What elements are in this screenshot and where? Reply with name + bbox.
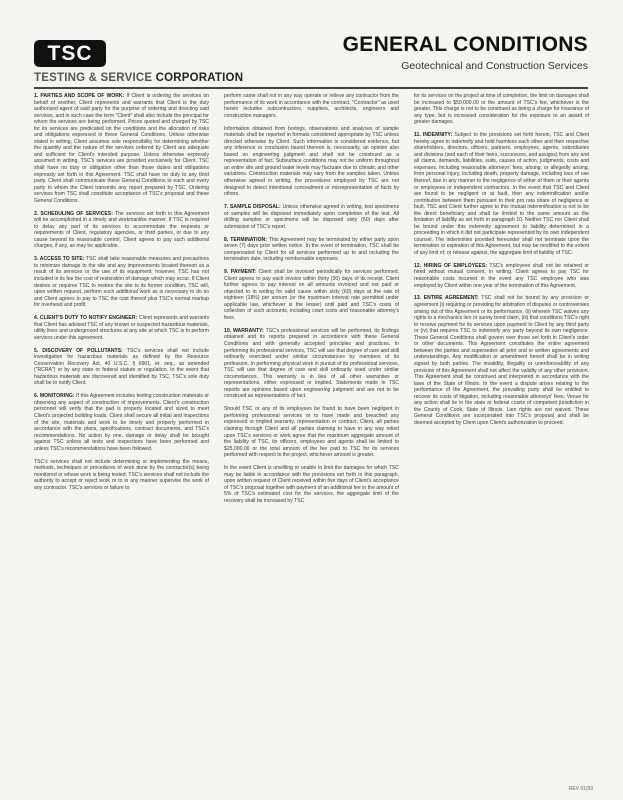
clause-paragraph: [414, 263, 589, 289]
clause-paragraph: [224, 465, 399, 504]
clause-heading: 7. SAMPLE DISPOSAL:: [224, 203, 281, 210]
company-suffix: CORPORATION: [155, 72, 244, 84]
clause-heading: 8. TERMINATION:: [224, 236, 267, 243]
clause-paragraph: [34, 459, 209, 492]
clause-heading: 9. PAYMENT:: [224, 269, 256, 276]
clause-text: TSC's professional services will be performed, its findings obtained and its reports prepared in accordance with these General Conditions and with generally accepted principles and practices. In performing its professional services, TSC will use that degree of care and skill ordinarily exercised under similar circumstances by members of its profession. In performing physical work in pursuit of its professional services, TSC will use that degree of care and skill ordinarily used under similar circumstances. This warranty is in lieu of all other warranties or representations, either expressed or implied. Statements made in TSC reports are opinions based upon engineering judgment and are not to be construed as representations of fact.: [224, 327, 399, 400]
clause-text: Information obtained from borings, observations and analyses of sample materials shall be reported in formats considered appropriate by TSC unless directed otherwise by Client. Such information is considered evidence, but any inference or conclusion based thereon is, necessarily, an opinion also based on engineering judgment and shall not be construed as a representation of fact. Subsurface conditions may not be uniform throughout an entire site and ground water levels may fluctuate due to climatic and other variations. Construction materials may vary from the samples taken. Unless otherwise agreed in writing, the procedures employed by TSC are not designed to detect intentional concealment or misrepresentation of facts by others.: [224, 125, 399, 198]
clause-paragraph: [224, 93, 399, 119]
clause-paragraph: [224, 328, 399, 400]
clause-text: for its services on the project at time of completion, the limit on damages shall be increased to $50,000.00 or the amount of TSC's fee, whichever is the greater. This charge is not to be construed as being a charge for insurance of any type, but is increased consideration for the exposure to an award of greater damages.: [414, 93, 589, 126]
column-3: [414, 93, 589, 781]
company-prefix: TESTING & SERVICE: [34, 72, 156, 84]
clause-paragraph: [224, 237, 399, 263]
clause-text: TSC's employees shall not be retained or hired without mutual consent, in writing. Client agrees to pay TSC for reasonable costs incurred in the event any TSC employee who was employed by Client within one year of the termination of this Agreement.: [414, 262, 589, 289]
clause-text: perform same shall not in any way operate or relieve any contractor from the performance of its work in accordance with the contract. "Contractor" as used herein includes subcontractors, suppliers, architects, engineers and construction managers.: [224, 93, 399, 119]
clause-text: TSC's services shall not include determining or implementing the means, methods, techniques or procedures of work done by the contractor(s) being monitored or whose work is being tested. TSC's services shall not include the authority to accept or reject work or to in any manner supervise the work of any contractor. TSC's services or failure to: [34, 458, 209, 491]
clause-heading: 11. INDEMNITY:: [414, 132, 453, 139]
clause-text: Client shall be invoiced periodically for services performed. Client agrees to pay each invoice within thirty (30) days of its receipt. Client further agrees to pay interest on all amounts invoiced and not paid or objected to in writing for valid cause within sixty (60) days at the rate of eighteen (18%) per annum (or the maximum interest rate permitted under applicable law, whichever is the lesser) until paid and TSC's costs of collection of such accounts, including court costs and reasonable attorney's fees.: [224, 269, 399, 321]
clause-heading: 1. PARTIES AND SCOPE OF WORK:: [34, 93, 125, 99]
logo-text: TSC: [47, 41, 93, 65]
clause-paragraph: [414, 93, 589, 126]
clause-text: Subject to the provisions set forth herein, TSC and Client hereby agree to indemnify and hold harmless each other and their respective shareholders, directors, officers, partners, employees, agents, subsidiaries and divisions (and each of their heirs, successors, and assigns) from any and all claims, demands, liabilities, suits, causes of action, judgments, costs and expenses, including reasonable attorneys' fees, arising, or allegedly arising, from personal injury, including death, property damage, including loss of use thereof, due in any manner to the negligence of either of them or their agents or employees or independent contractors. In the event that TSC and Client are found to be negligent or at fault, then any indemnification and/or contribution between them pursuant to their pro rata share of negligence or fault. TSC and Client further agree to this mutual indemnification is not to be the direct beneficiary and shall be limited to the same amount as the limitation of liability as set forth in paragraph 10. Neither TSC nor Client shall be bound under this indemnity agreement to liability determined in a proceeding in which it did not participate represented by its own independent counsel. The indemnities provided hereunder shall not terminate upon the termination or expiration of this Agreement, but may be modified to the extent of any limit of, or release against, the aggregate limit of liability of TSC.: [414, 132, 589, 256]
clause-text: TSC's services shall not include investigation for hazardous materials as defined by the Resource Conservation Recovery Act, 40 U.S.C. § 6901, et. seq., as amended ("RCRA") or by any state or federal statute or regulation. In the event that hazardous materials are discovered and identified by TSC, TSC's sole duty shall be to notify Client.: [34, 347, 209, 387]
clause-paragraph: [224, 269, 399, 321]
clause-paragraph: [34, 348, 209, 387]
clause-paragraph: [414, 132, 589, 256]
clause-text: In the event Client is unwilling or unable to limit the damages for which TSC may be liable in accordance with the provisions set forth in this paragraph, upon written request of Client received within five days of Client's acceptance of TSC's proposal together with payment of an additional fee in the amount of 5% of TSC's estimated cost for the services, the aggregate limit of the recovery shall be increased by TSC: [224, 465, 399, 504]
header-divider: [34, 87, 588, 89]
clause-text: If this Agreement includes testing construction materials or observing any aspect of construction of improvements, Client's construction personnel will verify that the pad is properly located and sized to meet Client's projected building loads. Client shall secure all initial and inspections of the site, materials and work to be timely and properly performed in accordance with the plans, specifications, contract documents, and TSC's recommendations. No action by one, damage or delay shall be brought against TSC unless all tests and inspections have been performed and unless TSC's recommendations have been followed.: [34, 393, 209, 452]
document-subtitle: Geotechnical and Construction Services: [401, 60, 588, 72]
clause-text: Unless otherwise agreed in writing, test specimens or samples will be disposed immediately upon completion of the test. All drilling samples or specimens will be disposed sixty (60) days after submission of TSC's report.: [224, 203, 399, 230]
clause-text: TSC shall not be bound by any provision or agreement (i) requiring or providing for arbitration of disputes or controversies arising out of this Agreement or its performance, (ii) wherein TSC waives any rights to a mechanics lien or surety bond claim, (iii) that conditions TSC's right to receive payment for its services upon payment to Client by any third party or (iv) that requires TSC to indemnify any party beyond its own negligence. These General Conditions shall govern over those set forth in Client's order or other documents. This Agreement constitutes the entire agreement between the parties and supersedes all prior oral or written agreements and understandings. Any modification or amendment hereof shall be in writing signed by both parties. The invalidity, illegality or unenforceability of any provision of this Agreement shall not affect the validity of any other provision. This Agreement shall be construed and interpreted in accordance with the laws of the State of Illinois. In the event a dispute arises relating to the performance of the Agreement, the prevailing party shall be entitled to recover its costs of litigation, including reasonable attorneys' fees. Venue for any action shall lie in the state or federal courts of competent jurisdiction in the County of Cook, State of Illinois. Lien rights are not waived. These General Conditions are incorporated into TSC's proposal and shall be deemed accepted by Client upon Client's authorization to proceed.: [414, 295, 589, 426]
column-2: [224, 93, 399, 781]
clause-paragraph: [414, 295, 589, 426]
clause-text: Client represents and warrants that Client has advised TSC of any known or suspected hazardous materials, utility lines and underground structures at any site at which TSC is to perform services under this agreement.: [34, 315, 209, 341]
clause-paragraph: [34, 256, 209, 308]
clause-text: TSC shall take reasonable measures and precautions to minimize damage to the site and any improvements located thereon as a result of its services or the use of its equipment; however, TSC has not included in its fee the cost of restoration of damage which may occur. If Client desires or requires TSC to restore the site to its former condition, TSC will, upon written request, perform such additional work as is necessary to do so and Client agrees to pay to TSC the cost thereof plus TSC's normal markup for overhead and profit.: [34, 256, 209, 309]
clause-paragraph: [224, 126, 399, 198]
clause-heading: 10. WARRANTY:: [224, 327, 264, 334]
clause-paragraph: [34, 211, 209, 250]
clause-paragraph: [34, 93, 209, 204]
body-columns: [34, 93, 589, 781]
clause-heading: 6. MONITORING:: [34, 393, 75, 400]
clause-paragraph: [34, 393, 209, 452]
clause-heading: 4. CLIENT'S DUTY TO NOTIFY ENGINEER:: [34, 315, 138, 322]
clause-heading: 5. DISCOVERY OF POLLUTANTS:: [34, 347, 123, 354]
column-1: [34, 93, 209, 781]
clause-heading: 12. HIRING OF EMPLOYEES:: [414, 262, 487, 269]
revision-code: REV 01/99: [568, 786, 593, 792]
clause-heading: 3. ACCESS TO SITE:: [34, 256, 85, 263]
document-title: GENERAL CONDITIONS: [342, 33, 588, 56]
tsc-logo: [34, 40, 106, 67]
clause-text: Should TSC or any of its employees be found to have been negligent in performing professional services or to have made and breached any expressed or implied warranty, representation or contract, Client, all parties claiming through Client and all parties claiming to have in any way relied upon TSC's services or work agree that the maximum aggregate amount of the liability of TSC, its officers, employees and agents shall be limited to $25,000.00 or the total amount of the fee paid to TSC for its services performed with respect to the project, whichever amount is greater.: [224, 406, 399, 459]
clause-text: The services set forth in this Agreement will be accomplished in a timely and workmanlike manner. If TSC is required to delay any part of its services to accommodate the requests or requirements of Client, regulatory agencies, or third parties, or due to any cause beyond its reasonable control, Client agrees to pay such additional charges, if any, as may be applicable.: [34, 210, 209, 250]
clause-heading: 2. SCHEDULING OF SERVICES:: [34, 210, 113, 217]
clause-text: This Agreement may be terminated by either party upon seven (7) days prior written notice. In the event of termination, TSC shall be compensated by Client for all services performed up to and including the termination date, including reimbursable expenses.: [224, 236, 399, 263]
clause-paragraph: [34, 315, 209, 341]
clause-text: If Client is ordering the services on behalf of another, Client represents and warrants that Client is the duly authorized agent of said party for the purpose of ordering and directing said services, and in such case the term "Client" shall also include the principal for whom the services are being performed. Prices quoted and charged by TSC for its services are predicated on the conditions and the allocation of risks and obligations expressed in these General Conditions. Unless otherwise stated in writing, Client assumes sole responsibility for determining whether the quantity and the nature of the services ordered by Client are adequate and sufficient for Client's intended purpose. Unless otherwise expressly assumed in writing, TSC's services are provided exclusively for Client. TSC shall have no duty or obligation other than those duties and obligations expressly set forth in this Agreement. TSC shall have no duty to any third party. Client shall communicate these General Conditions to each and every party to whom the Client transmits any report prepared by TSC. Ordering services from TSC shall constitute acceptance of TSC's proposal and these General Conditions.: [34, 93, 209, 204]
clause-heading: 13. ENTIRE AGREEMENT:: [414, 295, 479, 302]
company-name: [34, 72, 243, 84]
clause-paragraph: [224, 204, 399, 230]
clause-paragraph: [224, 406, 399, 458]
